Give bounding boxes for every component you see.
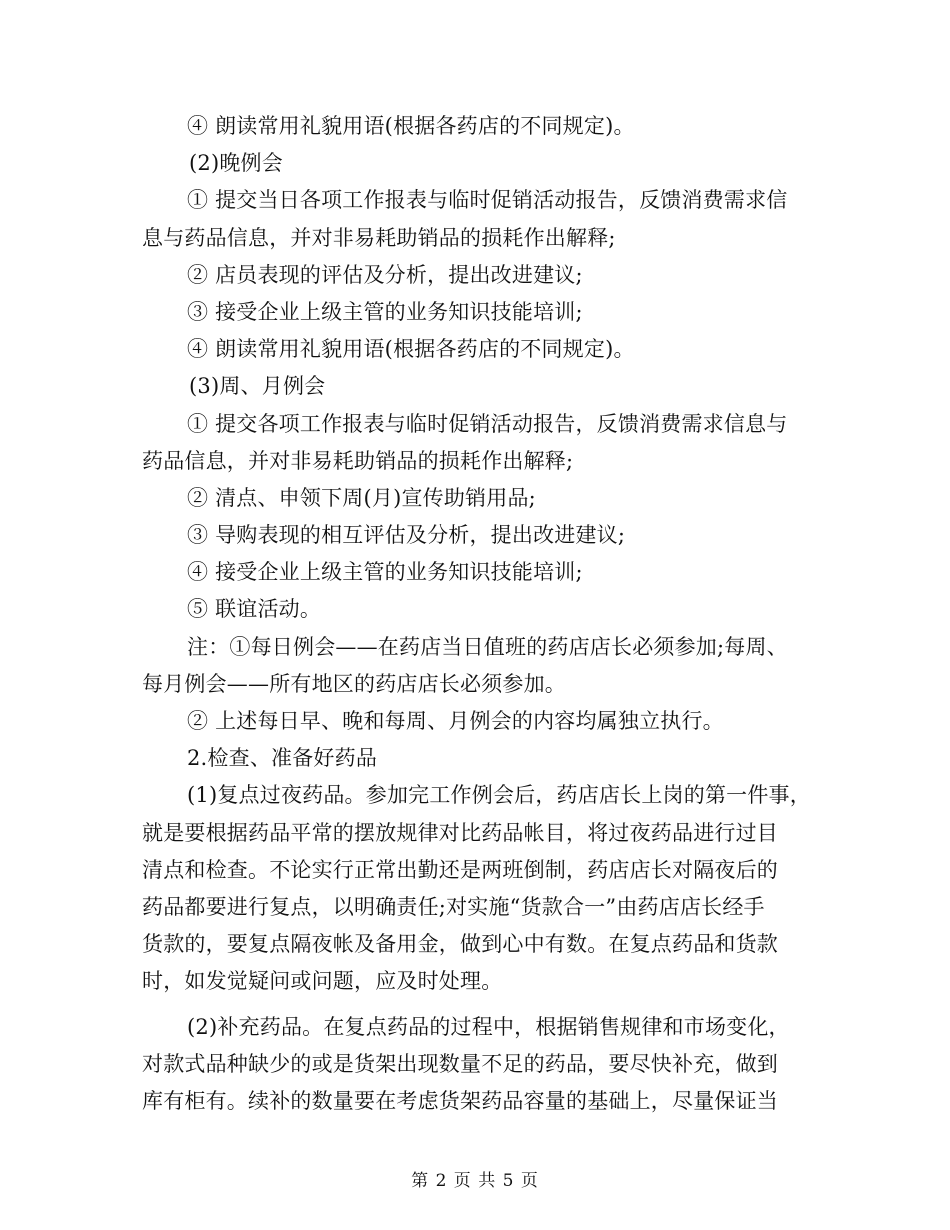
- text-line: ② 店员表现的评估及分析，提出改进建议;: [187, 262, 583, 287]
- text-line: ① 提交当日各项工作报表与临时促销活动报告，反馈消费需求信: [187, 188, 788, 213]
- text-line: ④ 接受企业上级主管的业务知识技能培训;: [187, 560, 583, 585]
- text-line: ② 清点、申领下周(月)宣传助销用品;: [187, 485, 536, 510]
- paragraph-line: 就是要根据药品平常的摆放规律对比药品帐目，将过夜药品进行过目: [142, 820, 778, 845]
- paragraph-line: (1)复点过夜药品。参加完工作例会后，药店店长上岗的第一件事，: [187, 783, 811, 808]
- paragraph-line: 清点和检查。不论实行正常出勤还是两班倒制，药店店长对隔夜后的: [142, 857, 778, 882]
- text-line: ④ 朗读常用礼貌用语(根据各药店的不同规定)。: [187, 337, 635, 362]
- paragraph-line: (2)补充药品。在复点药品的过程中，根据销售规律和市场变化，: [187, 1014, 790, 1039]
- paragraph-line: 时，如发觉疑问或问题，应及时处理。: [142, 969, 503, 994]
- paragraph-line: 对款式品种缺少的或是货架出现数量不足的药品，要尽快补充，做到: [142, 1051, 778, 1076]
- text-line: ③ 接受企业上级主管的业务知识技能培训;: [187, 299, 583, 324]
- text-line: ③ 导购表现的相互评估及分析，提出改进建议;: [187, 523, 626, 548]
- section-heading: (2)晚例会: [189, 151, 283, 176]
- page-number-footer: 第 2 页 共 5 页: [411, 1171, 539, 1191]
- text-line: 药品信息，并对非易耗助销品的损耗作出解释;: [142, 448, 574, 473]
- text-line: ⑤ 联谊活动。: [187, 597, 322, 622]
- paragraph-line: 库有柜有。续补的数量要在考虑货架药品容量的基础上，尽量保证当: [142, 1088, 778, 1113]
- paragraph-gap: [142, 1001, 822, 1009]
- paragraph-line: 货款的，要复点隔夜帐及备用金，做到心中有数。在复点药品和货款: [142, 932, 778, 957]
- paragraph-line: 药品都要进行复点，以明确责任;对实施“货款合一”由药店店长经手: [142, 894, 765, 919]
- note-line: 注：①每日例会——在药店当日值班的药店店长必须参加;每周、: [187, 634, 788, 659]
- section-heading: 2.检查、准备好药品: [187, 746, 378, 771]
- section-heading: (3)周、月例会: [189, 374, 326, 399]
- document-body: [142, 108, 822, 1120]
- text-line: ① 提交各项工作报表与临时促销活动报告，反馈消费需求信息与: [187, 411, 788, 436]
- text-line: ④ 朗读常用礼貌用语(根据各药店的不同规定)。: [187, 114, 635, 138]
- note-line: 每月例会——所有地区的药店店长必须参加。: [142, 671, 566, 696]
- note-line: ② 上述每日早、晚和每周、月例会的内容均属独立执行。: [187, 709, 724, 733]
- text-line: 息与药品信息，并对非易耗助销品的损耗作出解释;: [142, 225, 616, 250]
